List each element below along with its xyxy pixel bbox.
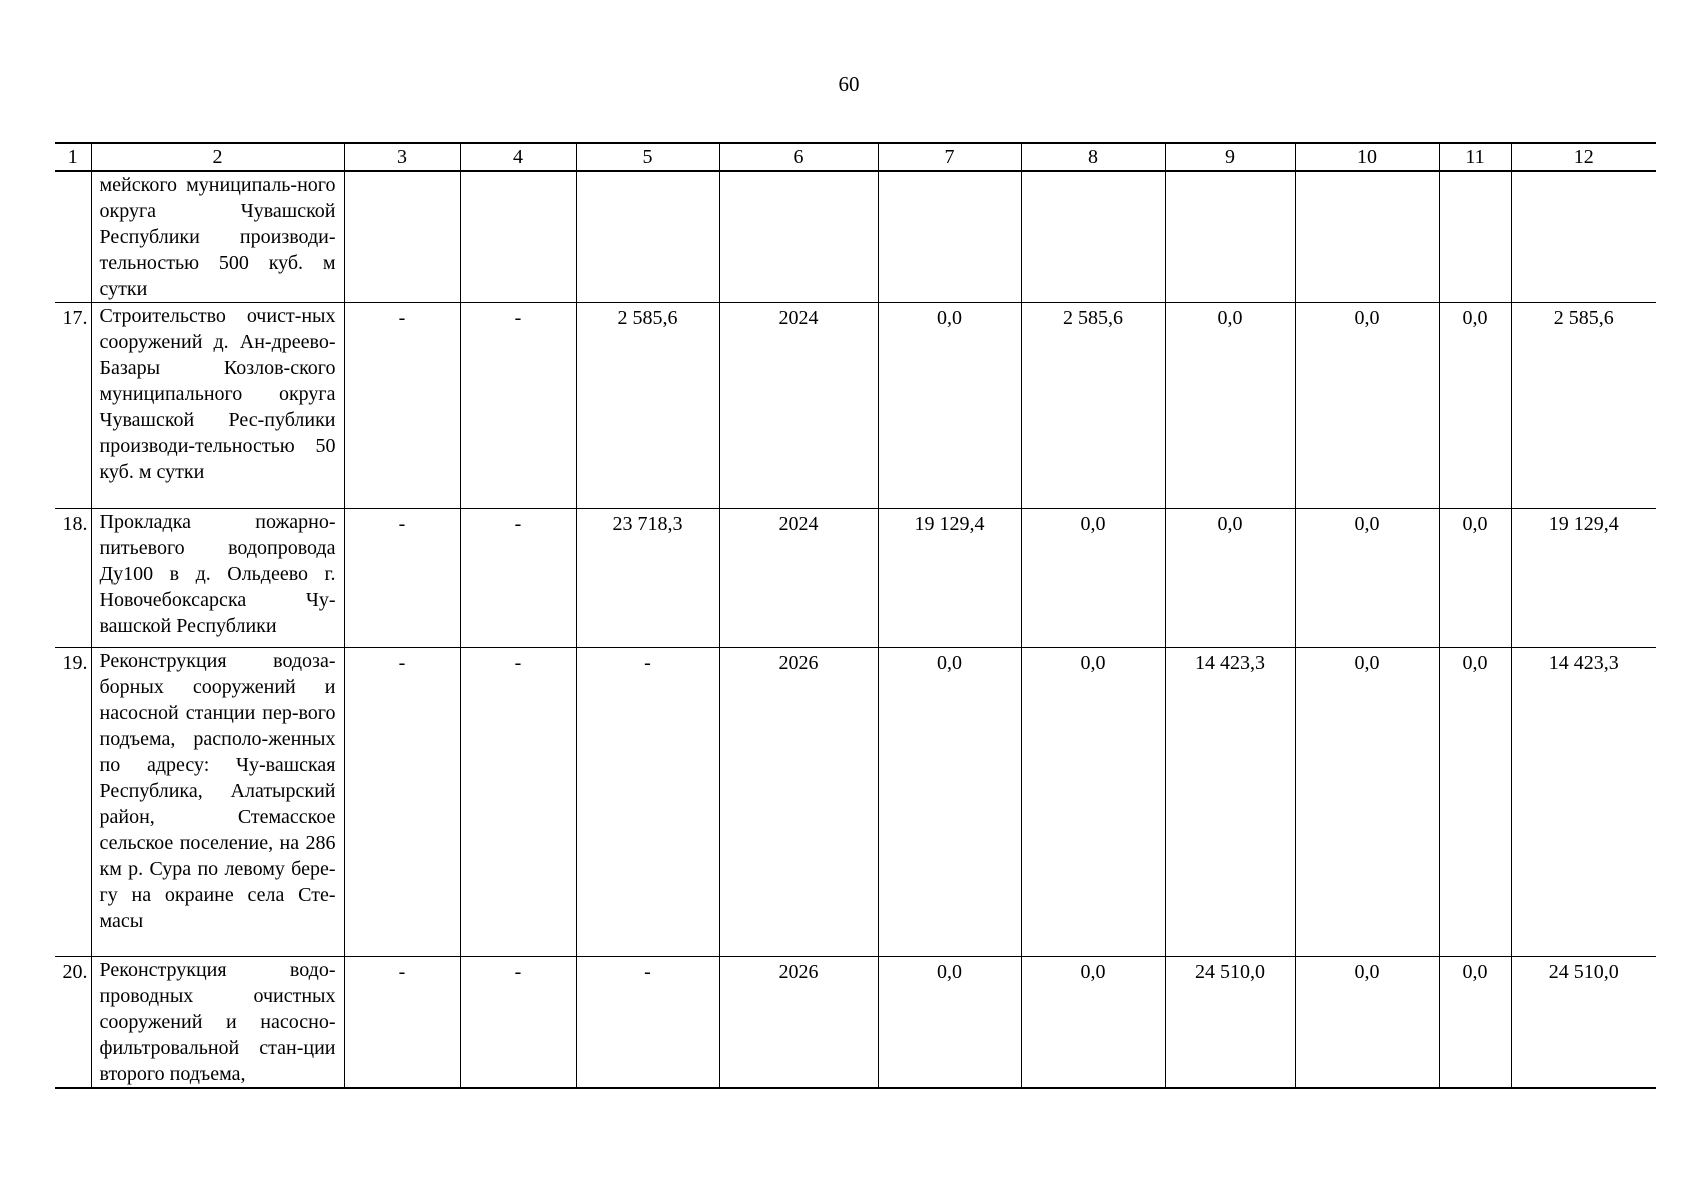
column-number-header — [55, 143, 1656, 171]
cell-col-12: 19 129,4 — [1511, 509, 1656, 648]
object-name: мейского муниципаль-ного округа Чувашской Республики производи-тельностью 500 куб. м сутки — [91, 171, 344, 303]
column-header: 1 — [55, 143, 91, 171]
cell-col-3 — [344, 171, 460, 303]
data-table — [55, 142, 1656, 1089]
table-row — [55, 509, 1656, 648]
row-number: 17. — [55, 303, 91, 509]
cell-col-4 — [460, 171, 576, 303]
cell-col-8 — [1021, 171, 1165, 303]
cell-col-8: 2 585,6 — [1021, 303, 1165, 509]
column-header: 8 — [1021, 143, 1165, 171]
cell-col-3: - — [344, 648, 460, 957]
cell-col-9: 24 510,0 — [1165, 957, 1295, 1089]
table-row — [55, 303, 1656, 509]
cell-col-5 — [576, 171, 719, 303]
cell-col-11: 0,0 — [1439, 303, 1511, 509]
cell-col-11: 0,0 — [1439, 509, 1511, 648]
page-number: 60 — [838, 72, 860, 96]
cell-col-6: 2026 — [719, 957, 878, 1089]
cell-col-7: 0,0 — [878, 303, 1021, 509]
cell-col-6: 2024 — [719, 303, 878, 509]
column-header: 11 — [1439, 143, 1511, 171]
object-name: Строительство очист-ных сооружений д. Ан-дреево-Базары Козлов-ского муниципального округа Чувашской Рес-публики производи-тельностью 50 куб. м сутки — [91, 303, 344, 509]
cell-col-6: 2024 — [719, 509, 878, 648]
cell-col-5: 2 585,6 — [576, 303, 719, 509]
table-row — [55, 648, 1656, 957]
cell-col-4: - — [460, 303, 576, 509]
cell-col-5: - — [576, 648, 719, 957]
cell-col-10: 0,0 — [1295, 957, 1439, 1089]
column-header: 12 — [1511, 143, 1656, 171]
cell-col-11 — [1439, 171, 1511, 303]
cell-col-9: 0,0 — [1165, 303, 1295, 509]
table-row — [55, 957, 1656, 1089]
column-header: 4 — [460, 143, 576, 171]
cell-col-3: - — [344, 303, 460, 509]
cell-col-7 — [878, 171, 1021, 303]
cell-col-7: 19 129,4 — [878, 509, 1021, 648]
cell-col-12: 2 585,6 — [1511, 303, 1656, 509]
cell-col-8: 0,0 — [1021, 509, 1165, 648]
cell-col-5: - — [576, 957, 719, 1089]
table-row — [55, 171, 1656, 303]
cell-col-7: 0,0 — [878, 648, 1021, 957]
cell-col-12: 24 510,0 — [1511, 957, 1656, 1089]
cell-col-6: 2026 — [719, 648, 878, 957]
cell-col-11: 0,0 — [1439, 648, 1511, 957]
cell-col-8: 0,0 — [1021, 648, 1165, 957]
column-header: 7 — [878, 143, 1021, 171]
cell-col-3: - — [344, 509, 460, 648]
cell-col-6 — [719, 171, 878, 303]
column-header: 3 — [344, 143, 460, 171]
column-header: 9 — [1165, 143, 1295, 171]
cell-col-10 — [1295, 171, 1439, 303]
cell-col-4: - — [460, 509, 576, 648]
column-header: 2 — [91, 143, 344, 171]
cell-col-10: 0,0 — [1295, 509, 1439, 648]
cell-col-11: 0,0 — [1439, 957, 1511, 1089]
row-number — [55, 171, 91, 303]
cell-col-9: 0,0 — [1165, 509, 1295, 648]
cell-col-3: - — [344, 957, 460, 1089]
cell-col-9: 14 423,3 — [1165, 648, 1295, 957]
object-name: Прокладка пожарно-питьевого водопровода Ду100 в д. Ольдеево г. Новочебоксарска Чу-вашской Республики — [91, 509, 344, 648]
cell-col-9 — [1165, 171, 1295, 303]
cell-col-12: 14 423,3 — [1511, 648, 1656, 957]
cell-col-4: - — [460, 957, 576, 1089]
row-number: 19. — [55, 648, 91, 957]
row-number: 18. — [55, 509, 91, 648]
object-name: Реконструкция водоза-борных сооружений и насосной станции пер-вого подъема, располо-женных по адресу: Чу-вашская Республика, Алатырский район, Стемасское сельское поселение, на 286 км р. Сура по левому бере-гу на окраине села Сте-масы — [91, 648, 344, 957]
column-header: 10 — [1295, 143, 1439, 171]
cell-col-4: - — [460, 648, 576, 957]
column-header: 5 — [576, 143, 719, 171]
cell-col-10: 0,0 — [1295, 303, 1439, 509]
cell-col-10: 0,0 — [1295, 648, 1439, 957]
cell-col-12 — [1511, 171, 1656, 303]
row-number: 20. — [55, 957, 91, 1089]
column-header: 6 — [719, 143, 878, 171]
object-name: Реконструкция водо-проводных очистных сооружений и насосно-фильтровальной стан-ции второго подъема, — [91, 957, 344, 1089]
cell-col-5: 23 718,3 — [576, 509, 719, 648]
cell-col-8: 0,0 — [1021, 957, 1165, 1089]
cell-col-7: 0,0 — [878, 957, 1021, 1089]
